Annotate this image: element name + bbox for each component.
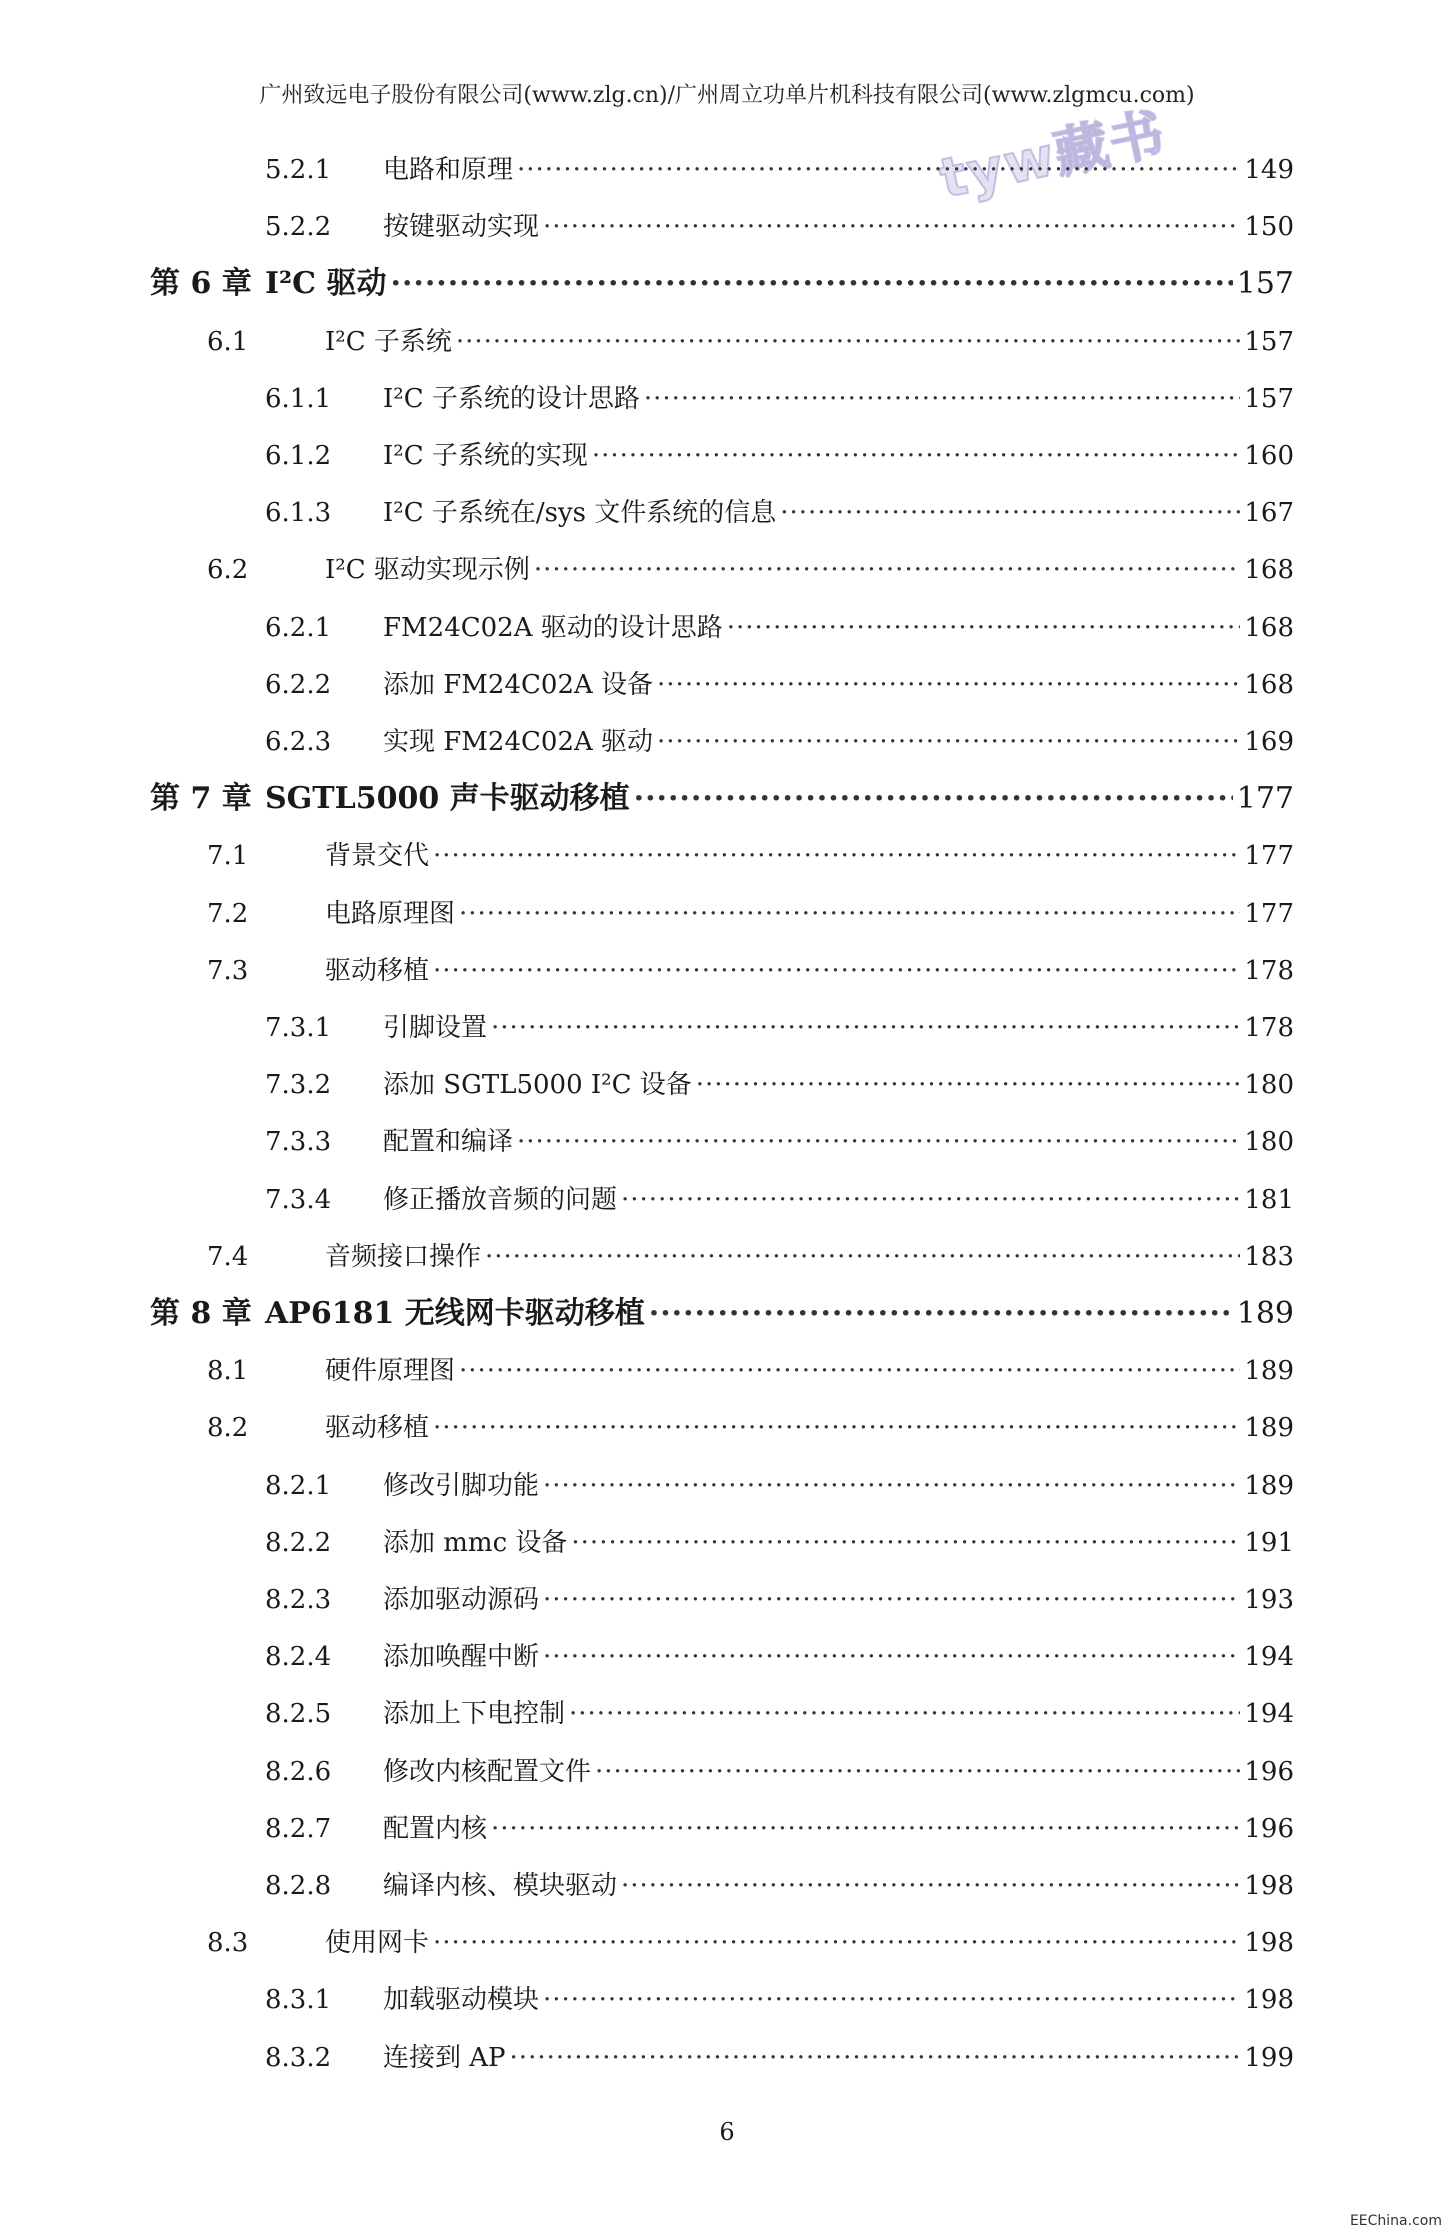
toc-row-title: 添加 SGTL5000 I²C 设备 (383, 1070, 692, 1101)
toc-leader-dots (543, 1980, 1240, 2020)
toc-row-page: 198 (1244, 1928, 1294, 1959)
toc-row-page: 178 (1244, 1013, 1294, 1043)
toc-row-title: I²C 驱动实现示例 (325, 555, 530, 586)
toc-chapter-7[interactable] (150, 779, 1294, 819)
toc-row-page: 196 (1244, 1756, 1294, 1787)
toc-row-page: 191 (1244, 1527, 1294, 1558)
toc-row-number: 6.2.1 (265, 612, 332, 643)
toc-row-number: 7.3.3 (265, 1127, 332, 1158)
toc-row-number: 8.3 (207, 1928, 249, 1959)
toc-leader-dots (517, 1122, 1240, 1162)
toc-row-title: I²C 子系统在/sys 文件系统的信息 (383, 498, 777, 529)
toc-row-title: 背景交代 (325, 841, 430, 872)
toc-row-number: 8.2.3 (265, 1585, 332, 1615)
toc-row-number: 7.4 (207, 1241, 249, 1272)
toc-row-number: 8.2.1 (265, 1470, 332, 1501)
toc-row-page: 157 (1236, 266, 1294, 302)
site-credit: EEChina.com (1349, 2213, 1442, 2229)
toc-leader-dots (433, 836, 1240, 876)
toc-row-page: 189 (1244, 1413, 1294, 1444)
toc-leader-dots (510, 2038, 1241, 2078)
toc-leader-dots (491, 1809, 1240, 1849)
toc-leader-dots (433, 951, 1240, 991)
toc-leader-dots (780, 493, 1240, 533)
toc-row-title: 修改内核配置文件 (383, 1756, 592, 1787)
toc-row-number: 6.1.3 (265, 498, 332, 529)
toc-row-title: SGTL5000 声卡驱动移植 (265, 781, 630, 817)
toc-row-page: 183 (1244, 1241, 1294, 1272)
toc-row-title: 驱动移植 (325, 1413, 430, 1444)
toc-row-page: 198 (1244, 1985, 1294, 2016)
toc-row-page: 168 (1244, 612, 1294, 643)
toc-row-8-2-7[interactable] (265, 1809, 1294, 1849)
toc-row-title: 加载驱动模块 (383, 1985, 540, 2016)
toc-row-title: 编译内核、模块驱动 (383, 1871, 618, 1901)
toc-row-page: 169 (1244, 727, 1294, 757)
toc-leader-dots (543, 1637, 1240, 1677)
toc-leader-dots (485, 1237, 1240, 1277)
toc-row-number: 8.2.7 (265, 1813, 332, 1844)
toc-row-title: I²C 子系统 (325, 326, 452, 357)
toc-row-number: 7.3.2 (265, 1070, 332, 1101)
toc-row-page: 149 (1244, 155, 1294, 185)
toc-chapter-6[interactable] (150, 264, 1294, 304)
toc-row-number: 6.1.1 (265, 383, 332, 414)
toc-row-number: 8.2.2 (265, 1527, 332, 1558)
toc-leader-dots (657, 665, 1240, 705)
toc-row-page: 177 (1236, 781, 1294, 817)
toc-row-number: 6.2.3 (265, 727, 332, 757)
toc-chapter-8[interactable] (150, 1294, 1294, 1334)
toc-row-8-2-1[interactable] (265, 1466, 1294, 1506)
toc-leader-dots (491, 1008, 1240, 1048)
toc-row-page: 180 (1244, 1070, 1294, 1101)
toc-row-title: I²C 驱动 (265, 266, 387, 302)
toc-leader-dots (459, 1351, 1240, 1391)
toc-row-page: 193 (1244, 1585, 1294, 1615)
toc-row-5-2-1[interactable] (265, 150, 1294, 190)
toc-row-8-3-1[interactable] (265, 1980, 1294, 2020)
toc-row-8-3-2[interactable] (265, 2038, 1294, 2078)
toc-row-title: AP6181 无线网卡驱动移植 (265, 1296, 645, 1331)
toc-row-5-2-2[interactable] (265, 207, 1294, 247)
toc-row-title: 引脚设置 (383, 1013, 488, 1043)
toc-leader-dots (696, 1065, 1241, 1105)
toc-row-number: 5.2.2 (265, 212, 332, 243)
toc-row-title: 添加唤醒中断 (383, 1642, 540, 1673)
toc-row-title: 电路和原理 (383, 155, 514, 185)
toc-row-title: 添加上下电控制 (383, 1699, 566, 1730)
toc-row-6-2-1[interactable] (265, 608, 1294, 648)
toc-row-page: 189 (1244, 1470, 1294, 1501)
toc-leader-dots (459, 894, 1240, 934)
toc-row-7-3-1[interactable] (265, 1008, 1294, 1048)
toc-row-title: 配置和编译 (383, 1127, 514, 1158)
toc-leader-dots (534, 550, 1241, 590)
toc-leader-dots (569, 1694, 1240, 1734)
toc-row-number: 6.1 (207, 326, 249, 357)
toc-row-page: 189 (1244, 1356, 1294, 1387)
toc-row-number: 6.2.2 (265, 669, 332, 700)
toc-row-title: 实现 FM24C02A 驱动 (383, 727, 654, 757)
toc-row-7-1[interactable] (207, 836, 1294, 876)
toc-row-page: 194 (1244, 1699, 1294, 1730)
toc-row-8-2-4[interactable] (265, 1637, 1294, 1677)
toc-row-number: 6.2 (207, 555, 249, 586)
toc-row-title: 按键驱动实现 (383, 212, 540, 243)
toc-row-page: 167 (1244, 498, 1294, 529)
toc-row-6-1[interactable] (207, 322, 1294, 362)
toc-leader-dots (634, 779, 1233, 819)
toc-leader-dots (433, 1408, 1240, 1448)
toc-row-title: 使用网卡 (325, 1928, 430, 1959)
toc-row-title: FM24C02A 驱动的设计思路 (383, 612, 723, 643)
toc-row-title: 添加 mmc 设备 (383, 1527, 568, 1558)
toc-row-page: 196 (1244, 1813, 1294, 1844)
toc-row-page: 199 (1244, 2042, 1294, 2073)
toc-row-title: 修正播放音频的问题 (383, 1184, 618, 1215)
toc-row-7-2[interactable] (207, 894, 1294, 934)
toc-leader-dots (391, 264, 1233, 304)
toc-row-page: 177 (1244, 841, 1294, 872)
toc-row-number: 6.1.2 (265, 441, 332, 471)
toc-row-title: 连接到 AP (383, 2042, 506, 2073)
toc-leader-dots (543, 1466, 1240, 1506)
toc-row-page: 168 (1244, 669, 1294, 700)
toc-row-title: I²C 子系统的实现 (383, 441, 588, 471)
watermark-stamp: tyw藏书 (934, 101, 1172, 211)
toc-row-number: 8.2.8 (265, 1871, 332, 1901)
toc-row-6-2-3[interactable] (265, 722, 1294, 762)
toc-row-6-2-2[interactable] (265, 665, 1294, 705)
toc-row-number: 5.2.1 (265, 155, 332, 185)
toc-leader-dots (644, 379, 1241, 419)
toc-row-page: 198 (1244, 1871, 1294, 1901)
toc-leader-dots (456, 322, 1241, 362)
toc-row-7-3[interactable] (207, 951, 1294, 991)
toc-row-number: 7.1 (207, 841, 249, 872)
toc-row-page: 157 (1244, 383, 1294, 414)
toc-row-page: 177 (1244, 898, 1294, 929)
toc-row-number: 第 6 章 (150, 266, 252, 302)
toc-row-page: 150 (1244, 212, 1294, 243)
toc-leader-dots (657, 722, 1240, 762)
toc-row-8-2-3[interactable] (265, 1580, 1294, 1620)
toc-row-title: 音频接口操作 (325, 1241, 482, 1272)
toc-leader-dots (595, 1752, 1240, 1792)
toc-row-number: 8.2 (207, 1413, 249, 1444)
toc-row-number: 第 7 章 (150, 781, 252, 817)
toc-row-number: 8.2.5 (265, 1699, 332, 1730)
toc-row-8-2-5[interactable] (265, 1694, 1294, 1734)
toc-row-7-4[interactable] (207, 1237, 1294, 1277)
toc-row-number: 8.3.2 (265, 2042, 332, 2073)
page-number: 6 (719, 2118, 735, 2146)
toc-row-7-3-4[interactable] (265, 1180, 1294, 1220)
toc-row-8-3[interactable] (207, 1923, 1294, 1963)
toc-leader-dots (621, 1180, 1240, 1220)
toc-leader-dots (592, 436, 1241, 476)
toc-row-title: 修改引脚功能 (383, 1470, 540, 1501)
toc-leader-dots (433, 1923, 1240, 1963)
toc-row-6-1-1[interactable] (265, 379, 1294, 419)
page-header: 广州致远电子股份有限公司(www.zlg.cn)/广州周立功单片机科技有限公司(www.zlgmcu.com) (259, 83, 1195, 108)
toc-row-number: 7.3.4 (265, 1184, 332, 1215)
toc-row-8-2-2[interactable] (265, 1523, 1294, 1563)
toc-row-page: 180 (1244, 1127, 1294, 1158)
toc-leader-dots (727, 608, 1241, 648)
toc-row-6-1-2[interactable] (265, 436, 1294, 476)
toc-row-7-3-3[interactable] (265, 1122, 1294, 1162)
toc-row-title: 配置内核 (383, 1813, 488, 1844)
toc-row-page: 194 (1244, 1642, 1294, 1673)
toc-row-title: 添加 FM24C02A 设备 (383, 669, 654, 700)
toc-row-number: 7.2 (207, 898, 249, 929)
toc-row-6-2[interactable] (207, 550, 1294, 590)
toc-row-title: 驱动移植 (325, 955, 430, 986)
toc-leader-dots (571, 1523, 1240, 1563)
toc-leader-dots (649, 1294, 1233, 1334)
toc-row-8-2-6[interactable] (265, 1752, 1294, 1792)
toc-row-page: 160 (1244, 441, 1294, 471)
toc-leader-dots (517, 150, 1240, 190)
toc-row-7-3-2[interactable] (265, 1065, 1294, 1105)
toc-leader-dots (543, 1580, 1240, 1620)
toc-row-8-1[interactable] (207, 1351, 1294, 1391)
toc-row-number: 8.3.1 (265, 1985, 332, 2016)
toc-row-number: 第 8 章 (150, 1296, 252, 1331)
toc-leader-dots (543, 207, 1240, 247)
toc-row-6-1-3[interactable] (265, 493, 1294, 533)
toc-row-page: 168 (1244, 555, 1294, 586)
toc-row-number: 7.3.1 (265, 1013, 332, 1043)
toc-row-page: 189 (1236, 1296, 1294, 1331)
toc-row-title: 添加驱动源码 (383, 1585, 540, 1615)
toc-row-number: 8.2.6 (265, 1756, 332, 1787)
toc-row-page: 178 (1244, 955, 1294, 986)
toc-row-number: 8.2.4 (265, 1642, 332, 1673)
toc-leader-dots (621, 1866, 1240, 1906)
toc-row-title: I²C 子系统的设计思路 (383, 383, 640, 414)
toc-row-number: 8.1 (207, 1356, 249, 1387)
toc-row-8-2-8[interactable] (265, 1866, 1294, 1906)
toc-row-8-2[interactable] (207, 1408, 1294, 1448)
toc-row-page: 157 (1244, 326, 1294, 357)
toc-row-title: 硬件原理图 (325, 1356, 456, 1387)
toc-row-number: 7.3 (207, 955, 249, 986)
toc-row-page: 181 (1244, 1184, 1294, 1215)
toc-row-title: 电路原理图 (325, 898, 456, 929)
